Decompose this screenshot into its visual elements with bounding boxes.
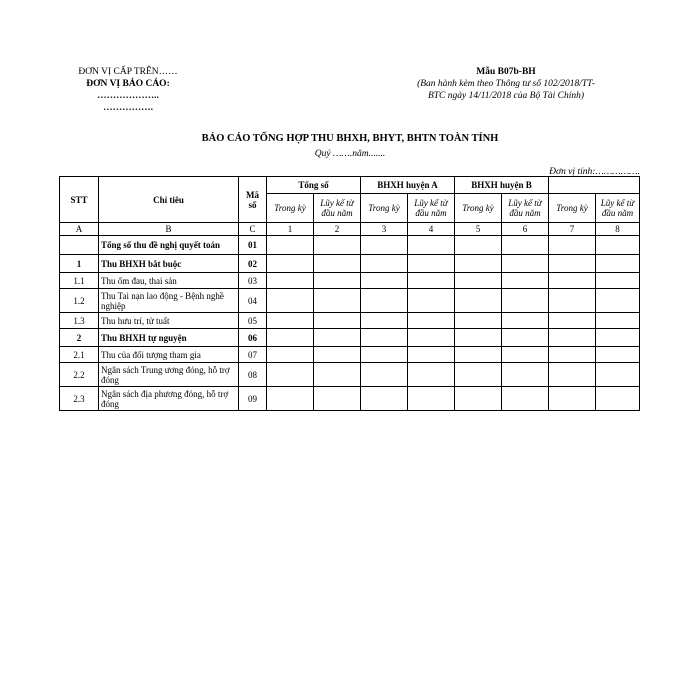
row-value-cell [314, 363, 361, 387]
table-row [60, 347, 640, 363]
row-value-cell [455, 347, 502, 363]
row-value-cell [267, 347, 314, 363]
row-chi-tieu: Thu của đối tượng tham gia [99, 347, 239, 363]
row-stt: 2 [60, 329, 99, 347]
row-stt: 2.2 [60, 363, 99, 387]
form-code: Mẫu B07b-BH [476, 67, 536, 77]
table-row [60, 289, 640, 313]
row-value-cell [455, 236, 502, 255]
table-row [60, 329, 640, 347]
row-value-cell [361, 313, 408, 329]
row-value-cell [267, 273, 314, 289]
row-value-cell [596, 236, 640, 255]
row-value-cell [361, 255, 408, 273]
row-value-cell [549, 363, 596, 387]
row-ma-so: 05 [239, 313, 267, 329]
table-row [60, 387, 640, 411]
code-cell: 2 [314, 223, 361, 236]
row-value-cell [361, 236, 408, 255]
row-value-cell [455, 363, 502, 387]
row-value-cell [314, 313, 361, 329]
sub-in-period: Trong kỳ [361, 194, 408, 223]
row-value-cell [596, 289, 640, 313]
row-chi-tieu: Tổng số thu đề nghị quyết toán [99, 236, 239, 255]
report-period: Quý …….năm....... [314, 149, 386, 159]
row-value-cell [549, 387, 596, 411]
reporting-unit-blank-2: ……………. [103, 103, 153, 113]
row-value-cell [408, 289, 455, 313]
row-ma-so: 01 [239, 236, 267, 255]
code-cell: A [60, 223, 99, 236]
row-value-cell [596, 313, 640, 329]
row-ma-so: 04 [239, 289, 267, 313]
code-cell: 1 [267, 223, 314, 236]
row-value-cell [314, 289, 361, 313]
row-ma-so: 06 [239, 329, 267, 347]
code-cell: 3 [361, 223, 408, 236]
row-value-cell [314, 236, 361, 255]
row-value-cell [502, 347, 549, 363]
row-value-cell [549, 329, 596, 347]
row-value-cell [408, 236, 455, 255]
header-stt: STT [60, 177, 99, 223]
row-value-cell [596, 347, 640, 363]
legal-note-line1: (Ban hành kèm theo Thông tư số 102/2018/TT- [417, 79, 595, 89]
row-value-cell [267, 255, 314, 273]
reporting-units-block [58, 66, 198, 114]
row-value-cell [361, 273, 408, 289]
report-table [59, 176, 640, 411]
code-cell: B [99, 223, 239, 236]
code-cell: 5 [455, 223, 502, 236]
row-value-cell [502, 255, 549, 273]
row-stt: 2.3 [60, 387, 99, 411]
code-cell: 6 [502, 223, 549, 236]
header-group-blank [549, 177, 640, 194]
row-value-cell [408, 363, 455, 387]
row-ma-so: 02 [239, 255, 267, 273]
row-value-cell [455, 387, 502, 411]
row-value-cell [408, 329, 455, 347]
row-value-cell [455, 313, 502, 329]
row-value-cell [455, 273, 502, 289]
table-row [60, 363, 640, 387]
sub-in-period: Trong kỳ [455, 194, 502, 223]
row-value-cell [361, 347, 408, 363]
row-value-cell [549, 236, 596, 255]
code-cell: 4 [408, 223, 455, 236]
row-stt: 1.2 [60, 289, 99, 313]
code-cell: C [239, 223, 267, 236]
row-value-cell [314, 387, 361, 411]
unit-of-measure: Đơn vị tính:……………. [549, 167, 640, 177]
reporting-unit-blank: ……………….. [97, 91, 159, 101]
row-stt: 2.1 [60, 347, 99, 363]
sub-cumulative: Lũy kế từ đầu năm [502, 194, 549, 223]
sub-cumulative: Lũy kế từ đầu năm [408, 194, 455, 223]
row-value-cell [502, 363, 549, 387]
row-value-cell [408, 273, 455, 289]
row-value-cell [549, 273, 596, 289]
row-chi-tieu: Thu BHXH bắt buộc [99, 255, 239, 273]
row-value-cell [314, 347, 361, 363]
table-row [60, 255, 640, 273]
sub-in-period: Trong kỳ [549, 194, 596, 223]
row-stt: 1.1 [60, 273, 99, 289]
superior-unit-label: ĐƠN VỊ CẤP TRÊN…… [78, 67, 178, 77]
row-value-cell [596, 255, 640, 273]
row-stt: 1.3 [60, 313, 99, 329]
row-value-cell [267, 289, 314, 313]
row-value-cell [408, 255, 455, 273]
reporting-unit-label: ĐƠN VỊ BÁO CÁO: [86, 79, 170, 89]
sub-in-period: Trong kỳ [267, 194, 314, 223]
sub-cumulative: Lũy kế từ đầu năm [596, 194, 640, 223]
row-ma-so: 08 [239, 363, 267, 387]
row-value-cell [455, 289, 502, 313]
row-value-cell [267, 313, 314, 329]
row-chi-tieu: Thu ốm đau, thai sản [99, 273, 239, 289]
row-value-cell [502, 236, 549, 255]
form-reference-block [388, 66, 624, 102]
row-value-cell [408, 347, 455, 363]
row-value-cell [502, 273, 549, 289]
row-value-cell [267, 329, 314, 347]
row-value-cell [549, 313, 596, 329]
row-value-cell [314, 273, 361, 289]
header-chi-tieu: Chỉ tiêu [99, 177, 239, 223]
row-value-cell [455, 329, 502, 347]
row-value-cell [502, 313, 549, 329]
row-chi-tieu: Thu BHXH tự nguyện [99, 329, 239, 347]
row-value-cell [361, 387, 408, 411]
legal-note-line2: BTC ngày 14/11/2018 của Bộ Tài Chính) [427, 91, 585, 101]
row-value-cell [314, 329, 361, 347]
row-chi-tieu: Ngân sách địa phương đóng, hỗ trợ đóng [99, 387, 239, 411]
row-value-cell [596, 329, 640, 347]
header-group-district-b: BHXH huyện B [455, 177, 549, 194]
header-group-total: Tổng số [267, 177, 361, 194]
row-ma-so: 07 [239, 347, 267, 363]
row-ma-so: 09 [239, 387, 267, 411]
row-value-cell [267, 363, 314, 387]
row-value-cell [408, 387, 455, 411]
row-ma-so: 03 [239, 273, 267, 289]
row-stt [60, 236, 99, 255]
header-ma-so: Mã số [239, 177, 267, 223]
table-row [60, 273, 640, 289]
report-title: BÁO CÁO TỔNG HỢP THU BHXH, BHYT, BHTN TOÀN TỈNH [201, 133, 499, 144]
row-chi-tieu: Thu Tai nạn lao động - Bệnh nghề nghiệp [99, 289, 239, 313]
row-value-cell [549, 347, 596, 363]
row-value-cell [361, 289, 408, 313]
row-chi-tieu: Thu hưu trí, tử tuất [99, 313, 239, 329]
row-value-cell [502, 387, 549, 411]
header-group-district-a: BHXH huyện A [361, 177, 455, 194]
table-row [60, 313, 640, 329]
code-cell: 7 [549, 223, 596, 236]
row-value-cell [596, 363, 640, 387]
row-value-cell [408, 313, 455, 329]
row-stt: 1 [60, 255, 99, 273]
row-value-cell [267, 236, 314, 255]
code-cell: 8 [596, 223, 640, 236]
row-value-cell [314, 255, 361, 273]
table-row [60, 236, 640, 255]
column-code-row [60, 223, 640, 236]
row-value-cell [502, 329, 549, 347]
row-value-cell [455, 255, 502, 273]
row-value-cell [549, 255, 596, 273]
row-chi-tieu: Ngân sách Trung ương đóng, hỗ trợ đóng [99, 363, 239, 387]
row-value-cell [267, 387, 314, 411]
row-value-cell [596, 273, 640, 289]
row-value-cell [596, 387, 640, 411]
row-value-cell [361, 329, 408, 347]
row-value-cell [549, 289, 596, 313]
row-value-cell [502, 289, 549, 313]
sub-cumulative: Lũy kế từ đầu năm [314, 194, 361, 223]
row-value-cell [361, 363, 408, 387]
